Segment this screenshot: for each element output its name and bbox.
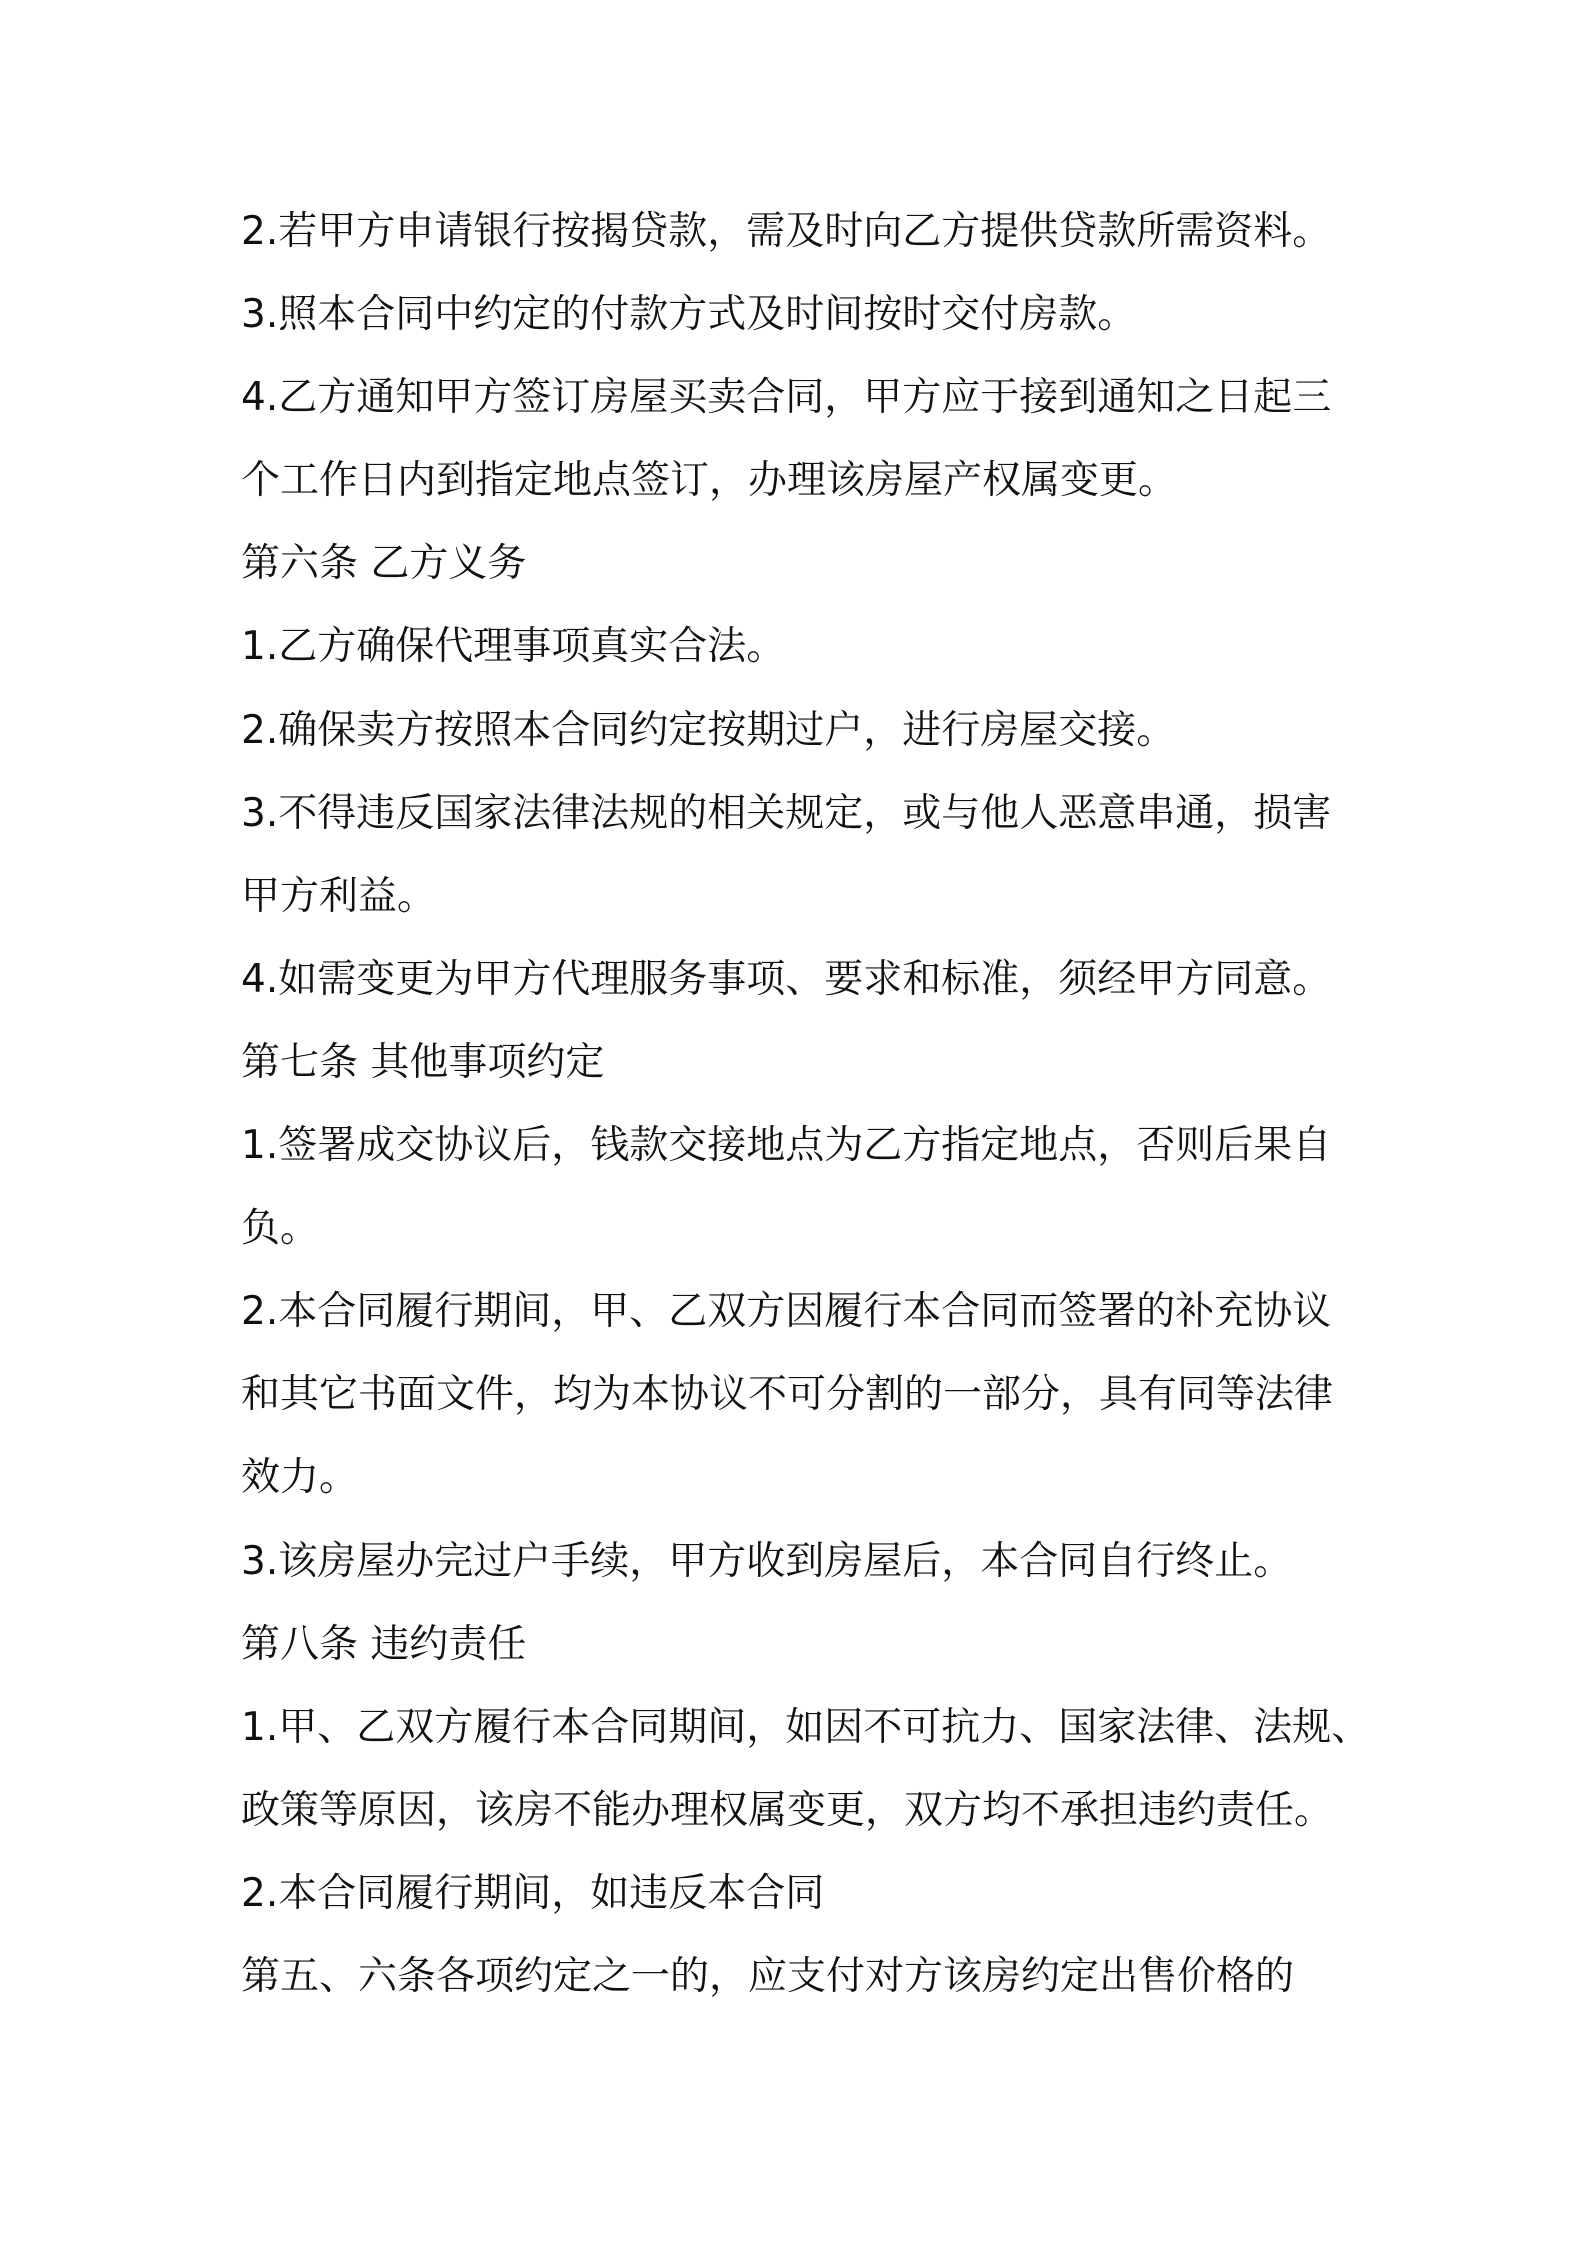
text-line: 2.本合同履行期间，如违反本合同 [241, 1870, 825, 1916]
text-line: 1.签署成交协议后，钱款交接地点为乙方指定地点，否则后果自 [241, 1123, 1332, 1169]
text-line: 效力。 [241, 1455, 359, 1501]
text-line: 政策等原因，该房不能办理权属变更，双方均不承担违约责任。 [241, 1787, 1334, 1833]
text-line: 个工作日内到指定地点签订，办理该房屋产权属变更。 [241, 458, 1178, 504]
text-line: 3.不得违反国家法律法规的相关规定，或与他人恶意串通，损害 [241, 790, 1332, 836]
text-line: 2.本合同履行期间，甲、乙双方因履行本合同而签署的补充协议 [241, 1289, 1332, 1335]
text-line: 第五、六条各项约定之一的，应支付对方该房约定出售价格的 [241, 1953, 1295, 1999]
text-line: 1.甲、乙双方履行本合同期间，如因不可抗力、国家法律、法规、 [241, 1704, 1371, 1750]
text-line: 1.乙方确保代理事项真实合法。 [241, 624, 786, 670]
text-line: 负。 [241, 1206, 320, 1252]
text-line: 和其它书面文件，均为本协议不可分割的一部分，具有同等法律 [241, 1372, 1334, 1418]
text-line: 4.乙方通知甲方签订房屋买卖合同，甲方应于接到通知之日起三 [241, 375, 1332, 421]
text-line: 4.如需变更为甲方代理服务事项、要求和标准，须经甲方同意。 [241, 956, 1332, 1002]
text-line: 甲方利益。 [241, 873, 437, 919]
text-line: 2.若甲方申请银行按揭贷款，需及时向乙方提供贷款所需资料。 [241, 209, 1332, 254]
section-heading: 第八条 违约责任 [241, 1621, 527, 1667]
section-heading: 第七条 其他事项约定 [241, 1039, 605, 1085]
text-line: 2.确保卖方按照本合同约定按期过户，进行房屋交接。 [241, 707, 1176, 753]
text-line: 3.照本合同中约定的付款方式及时间按时交付房款。 [241, 292, 1137, 338]
document-body [241, 190, 1371, 2018]
section-heading: 第六条 乙方义务 [241, 541, 527, 587]
text-line: 3.该房屋办完过户手续，甲方收到房屋后，本合同自行终止。 [241, 1538, 1293, 1584]
